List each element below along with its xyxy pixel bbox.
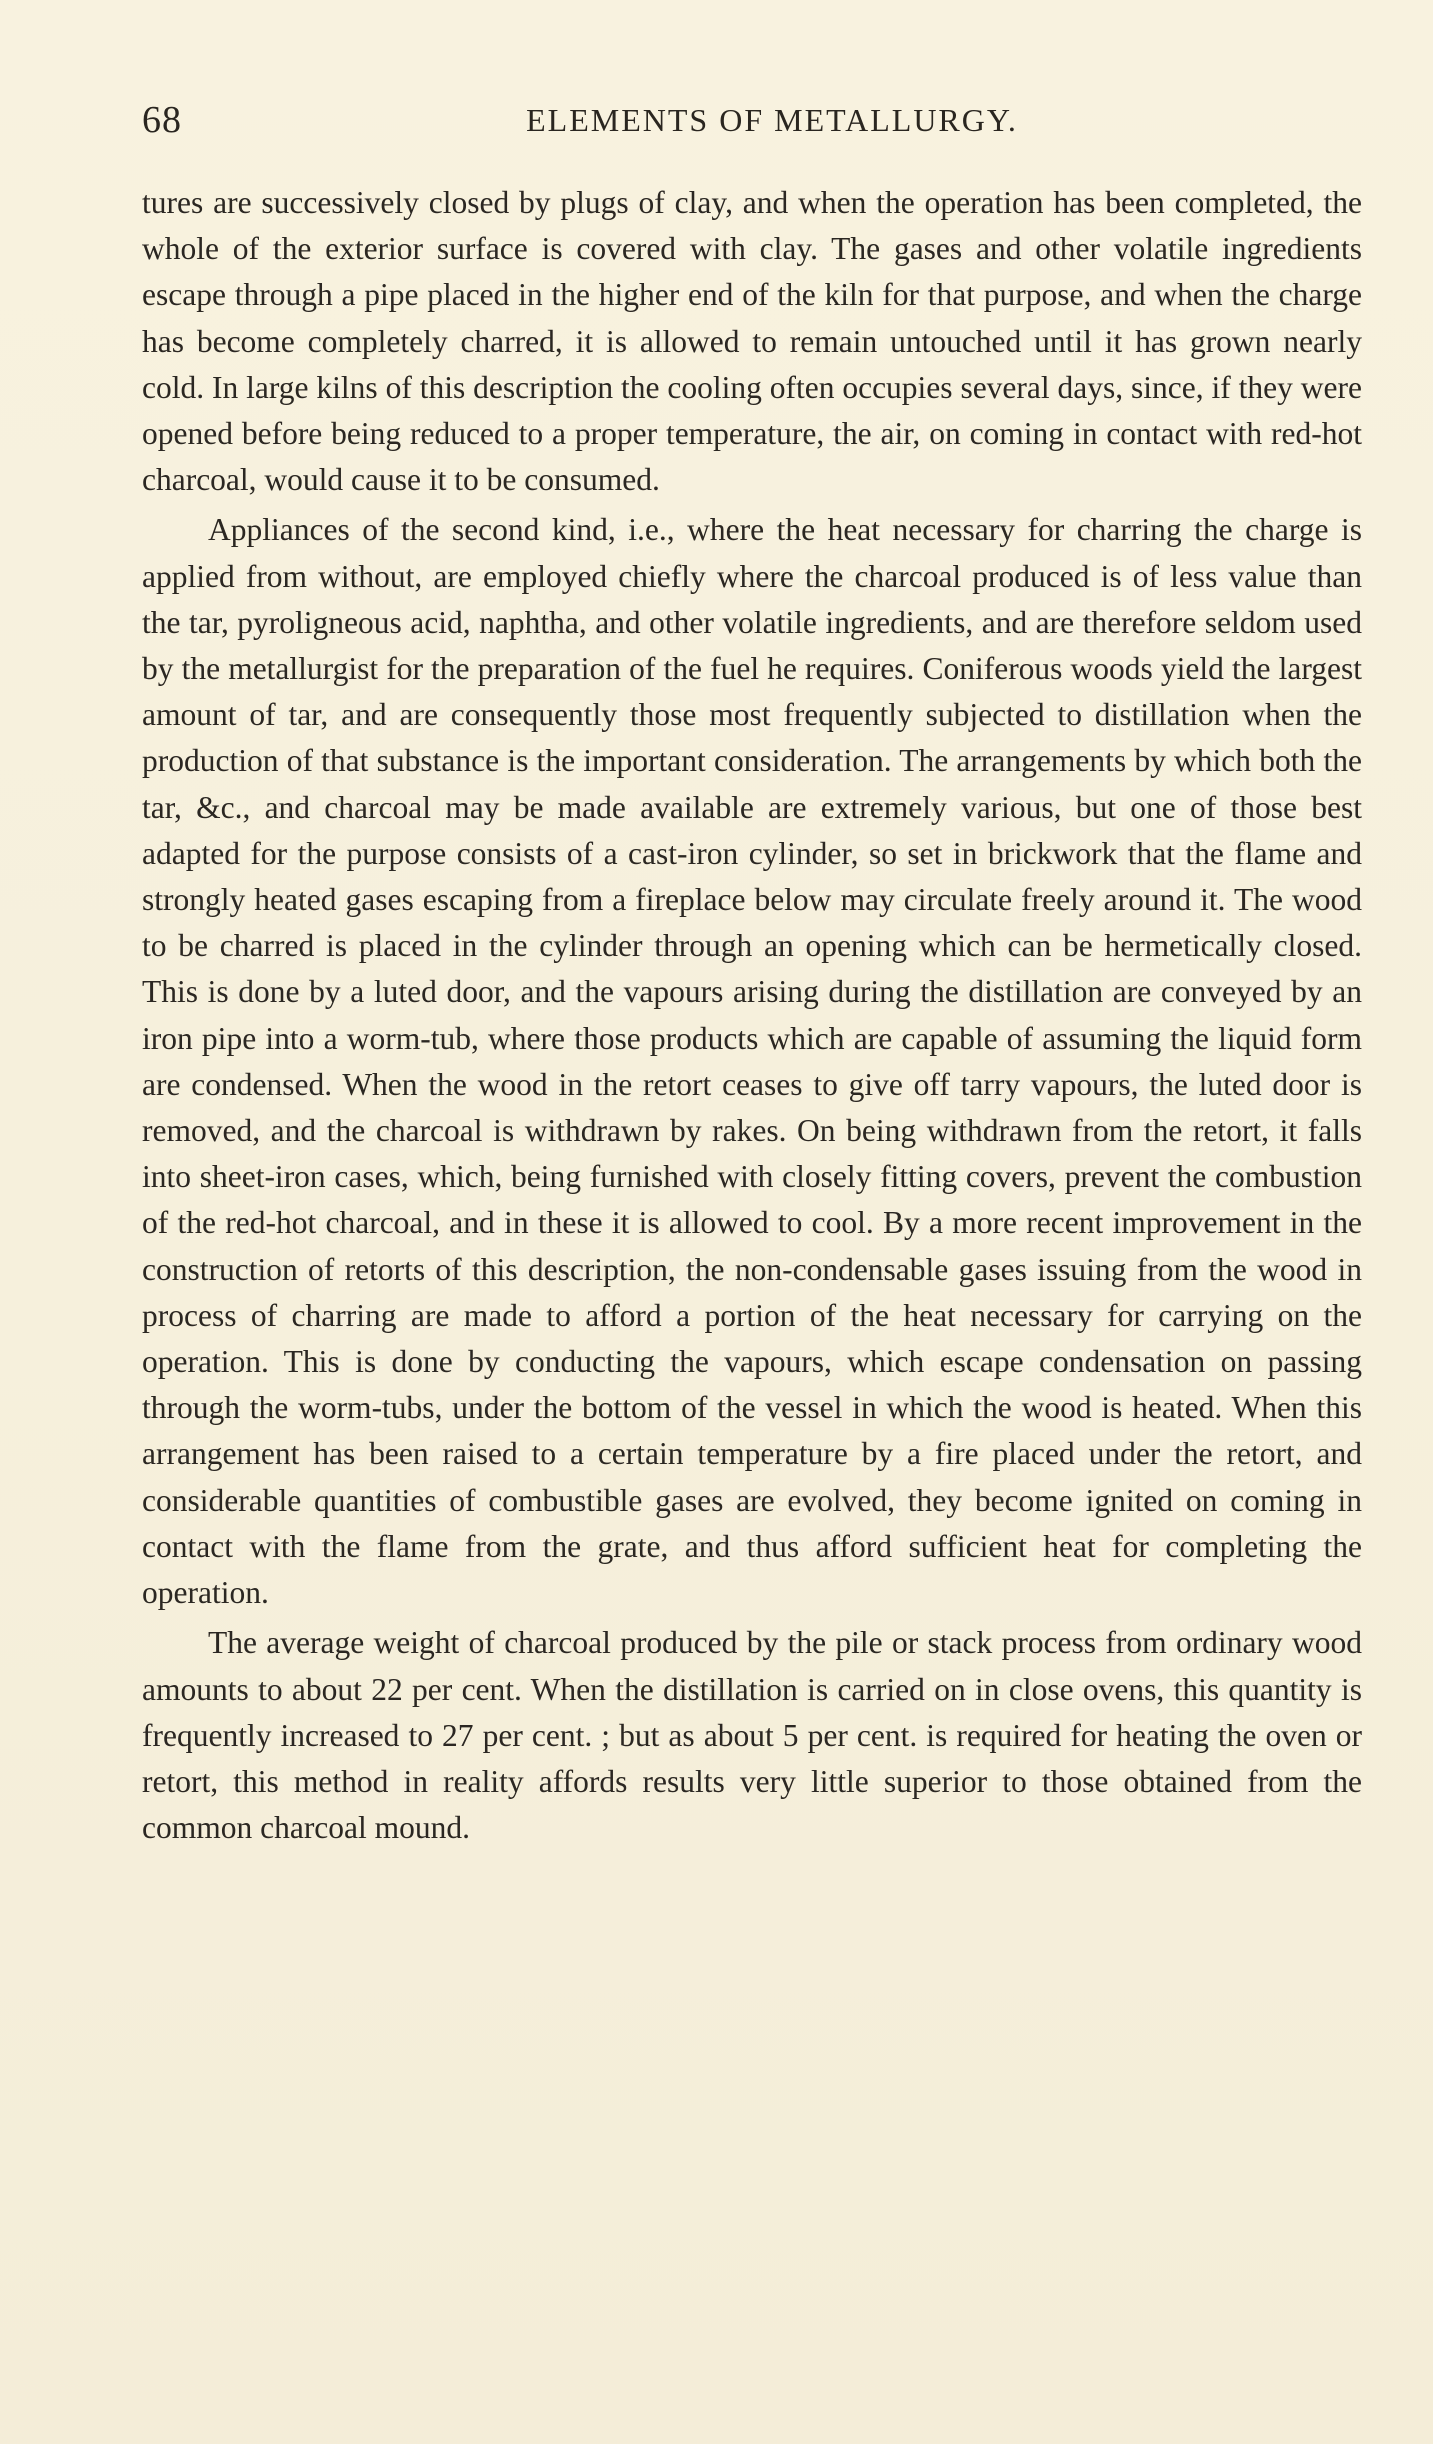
page-header [142, 98, 1362, 154]
paragraph: The average weight of charcoal produced by the pile or stack process from ordinary wood amounts to about 22 per cent. When the distillation is carried on in close ovens, this quantity is frequently increased to 27 per cent. ; but as about 5 per cent. is required for heating the oven or retort, this method in reality affords results very little superior to those obtained from the common charcoal mound. [142, 1625, 1362, 1846]
page-number: 68 [142, 99, 182, 141]
paragraph: tures are successively closed by plugs of clay, and when the operation has been completed, the whole of the exterior surface is covered with clay. The gases and other volatile ingredients escape through a pipe placed in the higher end of the kiln for that purpose, and when the charge has become completely charred, it is allowed to remain untouched until it has grown nearly cold. In large kilns of this description the cooling often occupies several days, since, if they were opened before being reduced to a proper temperature, the air, on coming in contact with red-hot charcoal, would cause it to be consumed. [142, 185, 1362, 498]
paragraph: Appliances of the second kind, i.e., where the heat necessary for charring the charge is applied from without, are employed chiefly where the charcoal produced is of less value than the tar, pyroligneous acid, naphtha, and other volatile ingredients, and are therefore seldom used by the metallurgist for the preparation of the fuel he requires. Coniferous woods yield the largest amount of tar, and are consequently those most frequently subjected to distillation when the production of that substance is the important consideration. The arrangements by which both the tar, &c., and charcoal may be made available are extremely various, but one of those best adapted for the purpose consists of a cast-iron cylinder, so set in brickwork that the flame and strongly heated gases escaping from a fireplace below may circulate freely around it. The wood to be charred is placed in the cylinder through an opening which can be hermetically closed. This is done by a luted door, and the vapours arising during the distillation are conveyed by an iron pipe into a worm-tub, where those products which are capable of assuming the liquid form are condensed. When the wood in the retort ceases to give off tarry vapours, the luted door is removed, and the charcoal is withdrawn by rakes. On being withdrawn from the retort, it falls into sheet-iron cases, which, being furnished with closely fitting covers, prevent the combustion of the red-hot charcoal, and in these it is allowed to cool. By a more recent improvement in the construction of retorts of this description, the non-condensable gases issuing from the wood in process of charring are made to afford a portion of the heat necessary for carrying on the operation. This is done by conducting the vapours, which escape condensation on passing through the worm-tubs, under the bottom of the vessel in which the wood is heated. When this arrangement has been raised to a certain temperature by a fire placed under the retort, and considerable quantities of combustible gases are evolved, they become ignited on coming in contact with the flame from the grate, and thus afford sufficient heat for completing the operation. [142, 512, 1362, 1611]
body-text [142, 180, 1362, 1851]
running-title: ELEMENTS OF METALLURGY. [526, 102, 1018, 138]
